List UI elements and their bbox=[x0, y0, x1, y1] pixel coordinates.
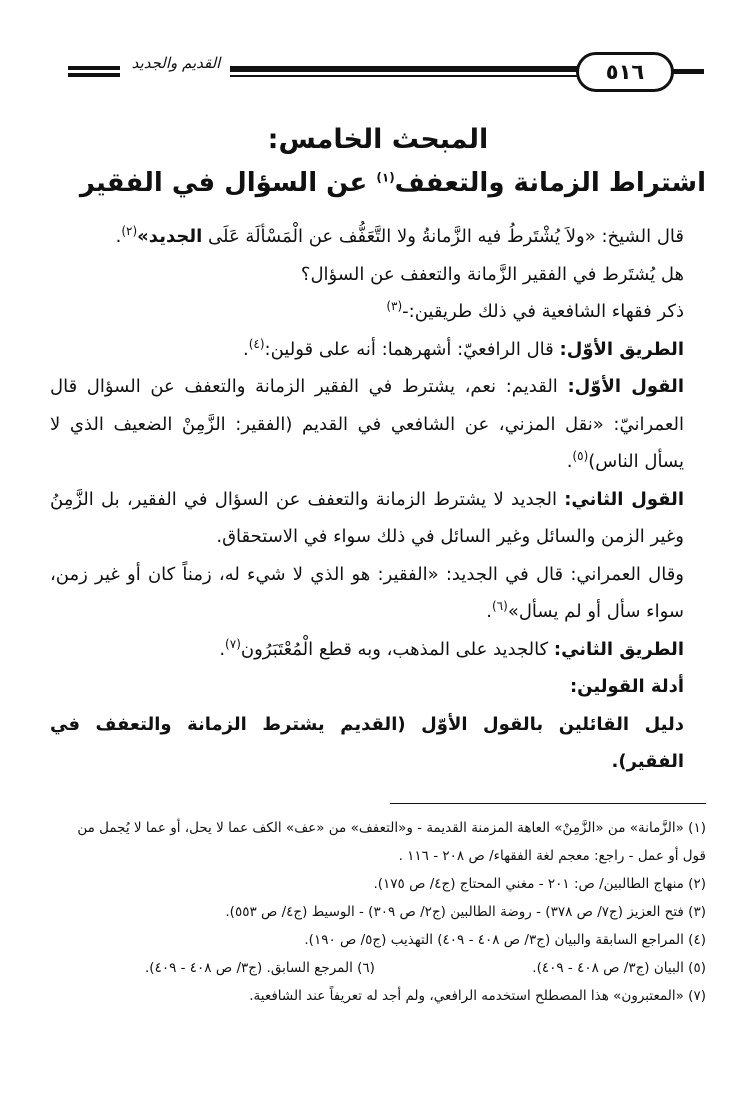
paragraph bbox=[50, 631, 706, 669]
bold-text: الجديد» bbox=[137, 226, 203, 247]
punctuation: . bbox=[115, 226, 122, 247]
paragraph bbox=[50, 556, 706, 631]
footnote: (٥) البيان (ج٣/ ص ٤٠٨ - ٤٠٩). bbox=[532, 960, 706, 976]
paragraph-text: الجديد لا يشترط الزمانة والتعفف عن السؤال في الفقير، بل الزَّمِنُ وغير الزمن والسائل وغير السائل في ذلك سواء في الاستحقاق. bbox=[50, 488, 684, 547]
page-header bbox=[68, 52, 704, 96]
bold-text: دليل القائلين بالقول الأوّل (القديم يشترط الزمانة والتعفف في الفقير). bbox=[50, 713, 684, 772]
subtitle-rest: عن السؤال في الفقير bbox=[79, 168, 377, 198]
header-rule-thin bbox=[230, 75, 580, 77]
header-rule bbox=[230, 66, 580, 72]
running-title: القديم والجديد bbox=[131, 54, 221, 72]
footnote-ref: (٥) bbox=[572, 449, 589, 463]
paragraph bbox=[50, 293, 706, 331]
paragraph bbox=[50, 481, 706, 556]
paragraph bbox=[50, 331, 706, 369]
footnote-row bbox=[50, 954, 706, 982]
footnote-separator bbox=[390, 803, 706, 804]
footnote: (٢) منهاج الطالبين/ ص: ٢٠١ - مغني المحتاج (ج٤/ ص ١٧٥). bbox=[373, 876, 706, 892]
page-number: ٥١٦ bbox=[576, 52, 674, 92]
footnotes bbox=[50, 814, 706, 1010]
punctuation: . bbox=[242, 338, 249, 360]
footnote-ref: (٧) bbox=[225, 636, 241, 651]
header-rule-left bbox=[68, 66, 120, 77]
footnote-ref: (٣) bbox=[386, 299, 403, 313]
punctuation: . bbox=[566, 451, 573, 472]
paragraph-text: قال الشيخ: «ولاَ يُشْتَرطُ فيه الزَّمانةُ ولا التَّعَفُّف عن الْمَسْألَة عَلَى bbox=[208, 226, 684, 247]
paragraph bbox=[50, 368, 706, 481]
footnote-ref: (٤) bbox=[248, 336, 265, 351]
paragraph bbox=[50, 256, 706, 294]
subtitle-text: اشتراط الزمانة والتعفف bbox=[394, 168, 706, 198]
paragraph-text: ذكر فقهاء الشافعية في ذلك طريقين:- bbox=[402, 301, 684, 322]
section-title: المبحث الخامس: bbox=[267, 124, 489, 155]
paragraph-text: القديم: نعم، يشترط في الفقير الزمانة والتعفف عن السؤال قال العمرانيّ: «نقل المزني، عن الشافعي في القديم (الفقير: الزَّمِنْ الضعيف الذي لا يسأل الناس) bbox=[50, 376, 684, 472]
footnote: (٣) فتح العزيز (ج٧/ ص ٣٧٨) - روضة الطالبين (ج٢/ ص ٣٠٩) - الوسيط (ج٤/ ص ٥٥٣). bbox=[225, 904, 706, 920]
footnote-ref: (١) bbox=[376, 170, 395, 185]
subtitle bbox=[50, 168, 706, 198]
paragraph-text: وقال العمراني: قال في الجديد: «الفقير: هو الذي لا شيء له، زمناً كان أو غير زمن، سواء سأل أو لم يسأل» bbox=[50, 563, 684, 622]
paragraph-text: كالجديد على المذهب، وبه قطع الْمُعْتَبَرُون bbox=[240, 638, 554, 660]
bold-text: الطريق الثاني: bbox=[553, 638, 684, 660]
footnote-ref: (٦) bbox=[491, 599, 508, 613]
bold-text: أدلة القولين: bbox=[569, 676, 684, 697]
punctuation: . bbox=[219, 638, 226, 660]
paragraph-text: هل يُشتَرط في الفقير الزَّمانة والتعفف عن السؤال؟ bbox=[300, 263, 684, 285]
header-rule-right bbox=[670, 69, 704, 74]
punctuation: . bbox=[486, 601, 492, 622]
footnote: (١) «الزَّمانة» من «الزَّمِنْ» العاهة المزمنة القديمة - و«التعفف» من «عف» الكف عما لا يحل، أو عما لا يُجمل من قول أو عمل - راجع: معجم لغة الفقهاء/ ص ٢٠٨ - ١١٦ . bbox=[77, 820, 706, 864]
bold-text: الطريق الأوّل: bbox=[559, 338, 684, 360]
footnote-ref: (٢) bbox=[121, 224, 138, 238]
paragraph bbox=[50, 706, 706, 781]
bold-text: القول الثاني: bbox=[564, 488, 684, 510]
body-text bbox=[50, 218, 706, 781]
footnote: (٤) المراجع السابقة والبيان (ج٣/ ص ٤٠٨ - ٤٠٩) التهذيب (ج٥/ ص ١٩٠). bbox=[304, 932, 706, 948]
paragraph bbox=[50, 218, 706, 256]
paragraph-text: قال الرافعيّ: أشهرهما: أنه على قولين: bbox=[264, 338, 560, 360]
footnote: (٦) المرجع السابق. (ج٣/ ص ٤٠٨ - ٤٠٩). bbox=[145, 960, 375, 976]
paragraph bbox=[50, 668, 706, 706]
footnote: (٧) «المعتبرون» هذا المصطلح استخدمه الرافعي، ولم أجد له تعريفاً عند الشافعية. bbox=[249, 988, 706, 1004]
bold-text: القول الأوّل: bbox=[567, 376, 684, 397]
